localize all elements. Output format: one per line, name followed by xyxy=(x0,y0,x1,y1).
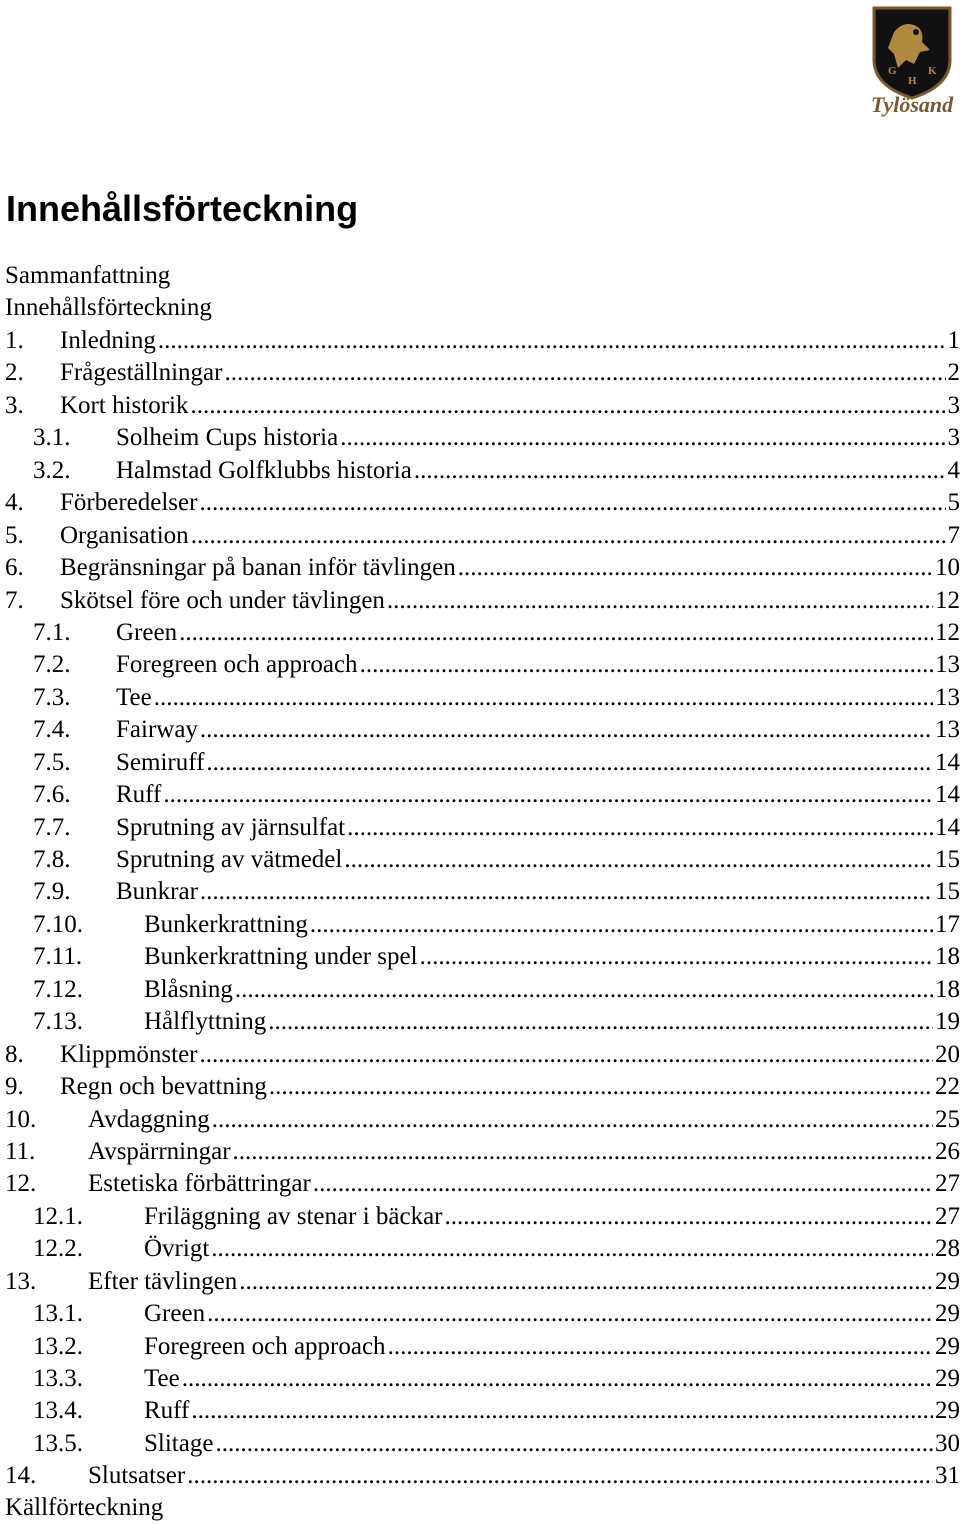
toc-entry-title: Förberedelser xyxy=(60,487,197,519)
dot-leader xyxy=(211,1233,933,1265)
toc-entry-title: Klippmönster xyxy=(60,1039,198,1071)
toc-entry-title: Foregreen och approach xyxy=(144,1331,386,1363)
toc-entry-number: 3.2. xyxy=(33,456,71,484)
toc-entry[interactable] xyxy=(5,714,960,746)
toc-entry-title: Hålflyttning xyxy=(144,1006,266,1038)
toc-entry-title: Estetiska förbättringar xyxy=(88,1168,311,1200)
dot-leader xyxy=(207,1298,933,1330)
toc-entry-line xyxy=(144,1006,960,1038)
toc-entry-page-number: 25 xyxy=(935,1105,960,1133)
toc-entry-page-number: 3 xyxy=(947,391,960,419)
crest-letter-k: K xyxy=(928,65,937,77)
toc-entry[interactable] xyxy=(5,1104,960,1136)
toc-entry-number: 9. xyxy=(5,1073,24,1101)
toc-entry-number: 13.1. xyxy=(33,1300,83,1328)
toc-entry-title: Sprutning av järnsulfat xyxy=(116,812,345,844)
toc-entry-number: 4. xyxy=(5,489,24,517)
toc-entry-number: 7.11. xyxy=(33,943,83,971)
toc-entry-line xyxy=(116,812,960,844)
toc-entry-number: 2. xyxy=(5,359,24,387)
toc-entry[interactable] xyxy=(5,812,960,844)
toc-entry-number: 7.7. xyxy=(33,813,71,841)
toc-entry-number: 7. xyxy=(5,586,24,614)
toc-entry-line xyxy=(60,390,960,422)
toc-entry-title: Bunkerkrattning under spel xyxy=(144,941,418,973)
dot-leader xyxy=(200,714,933,746)
toc-entry[interactable] xyxy=(5,1136,960,1168)
toc-entry-number: 10. xyxy=(5,1105,37,1133)
toc-entry-title: Blåsning xyxy=(144,974,233,1006)
toc-entry-title: Sprutning av vätmedel xyxy=(116,844,342,876)
toc-entry-page-number: 7 xyxy=(947,521,960,549)
dot-leader xyxy=(388,1331,933,1363)
toc-entry-line xyxy=(144,1201,960,1233)
toc-entry-title: Ruff xyxy=(116,779,161,811)
toc-entry-line xyxy=(116,714,960,746)
toc-entry-page-number: 29 xyxy=(935,1332,960,1360)
toc-entry-number: 7.1. xyxy=(33,618,71,646)
toc-entry-number: 13.4. xyxy=(33,1397,83,1425)
toc-entry-title: Solheim Cups historia xyxy=(116,422,338,454)
toc-entry-line xyxy=(60,357,960,389)
toc-entry[interactable] xyxy=(5,1460,960,1492)
dot-leader xyxy=(458,552,933,584)
toc-entry-number: 7.9. xyxy=(33,878,71,906)
toc-entry-number: 11. xyxy=(5,1137,36,1165)
toc-entry[interactable] xyxy=(5,1395,960,1427)
toc-entry[interactable] xyxy=(5,487,960,519)
toc-entry-page-number: 28 xyxy=(935,1235,960,1263)
dot-leader xyxy=(200,1039,934,1071)
toc-entry-number: 3.1. xyxy=(33,424,71,452)
toc-entry-number: 7.12. xyxy=(33,975,83,1003)
dot-leader xyxy=(191,520,946,552)
toc-entry-page-number: 27 xyxy=(935,1202,960,1230)
toc-entry-number: 7.2. xyxy=(33,651,71,679)
toc-entry-contents[interactable]: Innehållsförteckning xyxy=(5,294,212,321)
toc-entry-line xyxy=(88,1460,960,1492)
dot-leader xyxy=(190,390,945,422)
toc-entry-line xyxy=(88,1266,960,1298)
toc-entry[interactable] xyxy=(5,1006,960,1038)
toc-entry-title: Regn och bevattning xyxy=(60,1071,267,1103)
dot-leader xyxy=(239,1266,933,1298)
toc-entry-line xyxy=(60,325,960,357)
toc-entry-page-number: 26 xyxy=(935,1137,960,1165)
toc-entry-number: 12.1. xyxy=(33,1202,83,1230)
toc-entry-page-number: 30 xyxy=(935,1429,960,1457)
toc-entry[interactable] xyxy=(5,1331,960,1363)
toc-entry-line xyxy=(116,422,960,454)
toc-entry-page-number: 14 xyxy=(935,813,960,841)
toc-entry-title: Green xyxy=(144,1298,205,1330)
dot-leader xyxy=(215,1428,933,1460)
toc-entry-number: 6. xyxy=(5,554,24,582)
toc-entry-title: Kort historik xyxy=(60,390,188,422)
toc-entry-page-number: 15 xyxy=(935,878,960,906)
dot-leader xyxy=(212,1104,933,1136)
toc-entry-line xyxy=(144,1428,960,1460)
toc-entry[interactable] xyxy=(5,585,960,617)
dot-leader xyxy=(445,1201,933,1233)
toc-entry[interactable] xyxy=(5,909,960,941)
toc-entry-line xyxy=(116,779,960,811)
toc-entry-number: 7.13. xyxy=(33,1008,83,1036)
toc-entry[interactable] xyxy=(5,1298,960,1330)
toc-entry-line xyxy=(144,1363,960,1395)
toc-entry[interactable] xyxy=(5,1363,960,1395)
toc-entry-title: Organisation xyxy=(60,520,189,552)
toc-entry-page-number: 29 xyxy=(935,1397,960,1425)
toc-entry-number: 12.2. xyxy=(33,1235,83,1263)
dot-leader xyxy=(268,1006,933,1038)
toc-entry-line xyxy=(116,747,960,779)
toc-entry-title: Semiruff xyxy=(116,747,204,779)
toc-entry-number: 8. xyxy=(5,1040,24,1068)
toc-entry[interactable] xyxy=(5,747,960,779)
dot-leader xyxy=(269,1071,933,1103)
dot-leader xyxy=(200,876,933,908)
toc-entry-number: 13.3. xyxy=(33,1365,83,1392)
toc-entry-number: 7.10. xyxy=(33,910,83,938)
toc-entry-page-number: 1 xyxy=(947,327,960,354)
toc-entry[interactable] xyxy=(5,1071,960,1103)
page-title: Innehållsförteckning xyxy=(6,188,359,229)
dot-leader xyxy=(224,357,945,389)
toc-entry-line xyxy=(144,909,960,941)
logo-wordmark: Tylösand xyxy=(870,92,954,117)
toc-entry-title: Slutsatser xyxy=(88,1460,185,1492)
toc-entry-number: 14. xyxy=(5,1462,37,1490)
toc-entry-line xyxy=(116,649,960,681)
dot-leader xyxy=(182,1363,933,1395)
toc-entry-line xyxy=(116,844,960,876)
toc-entry-line xyxy=(60,585,960,617)
toc-entry[interactable] xyxy=(5,1266,960,1298)
toc-entry-title: Foregreen och approach xyxy=(116,649,358,681)
toc-entry-line xyxy=(60,487,960,519)
toc-entry-page-number: 13 xyxy=(935,651,960,679)
toc-entry-page-number: 18 xyxy=(935,943,960,971)
toc-entry-page-number: 10 xyxy=(935,554,960,582)
toc-entry[interactable] xyxy=(5,390,960,422)
toc-entry-number: 13.2. xyxy=(33,1332,83,1360)
toc-entry[interactable] xyxy=(5,844,960,876)
toc-entry-number: 5. xyxy=(5,521,24,549)
dot-leader xyxy=(179,617,933,649)
dot-leader xyxy=(187,1460,933,1492)
toc-entry-page-number: 27 xyxy=(935,1170,960,1198)
toc-entry-page-number: 5 xyxy=(947,489,960,517)
toc-entry-page-number: 29 xyxy=(935,1267,960,1295)
toc-entry-number: 7.8. xyxy=(33,846,71,873)
toc-entry[interactable] xyxy=(5,1201,960,1233)
dot-leader xyxy=(158,325,946,357)
toc-entry-line xyxy=(88,1168,960,1200)
toc-entry-title: Tee xyxy=(144,1363,180,1395)
dot-leader xyxy=(340,422,945,454)
toc-entry-page-number: 13 xyxy=(935,716,960,744)
toc-entry-line xyxy=(116,876,960,908)
dot-leader xyxy=(420,941,933,973)
toc-entry-line xyxy=(144,941,960,973)
toc-entry-title: Friläggning av stenar i bäckar xyxy=(144,1201,443,1233)
dot-leader xyxy=(347,812,933,844)
toc-entry-page-number: 3 xyxy=(947,424,960,452)
dot-leader xyxy=(387,585,933,617)
toc-entry-line xyxy=(116,455,960,487)
toc-entry-page-number: 4 xyxy=(947,456,960,484)
toc-entry-number: 7.4. xyxy=(33,716,71,744)
toc-entry-number: 13.5. xyxy=(33,1429,83,1457)
toc-entry-number: 7.3. xyxy=(33,683,71,711)
toc-entry-title: Tee xyxy=(116,682,152,714)
crest-letter-g: G xyxy=(888,65,897,77)
toc-entry-line xyxy=(116,617,960,649)
toc-entry[interactable] xyxy=(5,1168,960,1200)
toc-entry-title: Begränsningar på banan inför tävlingen xyxy=(60,552,456,584)
toc-entry-line xyxy=(60,1039,960,1071)
toc-entry[interactable] xyxy=(5,779,960,811)
dot-leader xyxy=(235,974,933,1006)
toc-entry[interactable] xyxy=(5,357,960,389)
toc-entry-line xyxy=(144,1233,960,1265)
dot-leader xyxy=(233,1136,933,1168)
dot-leader xyxy=(344,844,933,876)
toc-entry-line xyxy=(144,1331,960,1363)
toc-entry[interactable] xyxy=(5,422,960,454)
toc-entry-page-number: 14 xyxy=(935,781,960,809)
toc-entry-page-number: 19 xyxy=(935,1008,960,1036)
toc-entry-summary[interactable]: Sammanfattning xyxy=(5,262,171,289)
toc-entry-title: Bunkrar xyxy=(116,876,198,908)
toc-entry[interactable] xyxy=(5,1428,960,1460)
dot-leader xyxy=(414,455,946,487)
toc-entry-title: Inledning xyxy=(60,325,156,357)
toc-entry[interactable] xyxy=(5,325,960,357)
dot-leader xyxy=(199,487,945,519)
dot-leader xyxy=(163,779,933,811)
toc-entry-page-number: 12 xyxy=(935,586,960,614)
toc-entry-title: Avdaggning xyxy=(88,1104,210,1136)
toc-entry[interactable] xyxy=(5,1233,960,1265)
table-of-contents xyxy=(5,325,960,1493)
toc-entry-title: Slitage xyxy=(144,1428,213,1460)
dot-leader xyxy=(191,1395,933,1427)
toc-entry-title: Frågeställningar xyxy=(60,357,222,389)
toc-entry-number: 7.6. xyxy=(33,781,71,809)
toc-entry-number: 12. xyxy=(5,1170,37,1198)
toc-entry-page-number: 17 xyxy=(935,910,960,938)
toc-entry-number: 13. xyxy=(5,1267,37,1295)
dot-leader xyxy=(206,747,933,779)
crest-letter-h: H xyxy=(908,75,917,87)
toc-entry-page-number: 22 xyxy=(935,1073,960,1101)
toc-entry-title: Ruff xyxy=(144,1395,189,1427)
toc-entry-line xyxy=(88,1136,960,1168)
toc-entry-title: Efter tävlingen xyxy=(88,1266,237,1298)
toc-entry-title: Avspärrningar xyxy=(88,1136,231,1168)
toc-entry-page-number: 20 xyxy=(935,1040,960,1068)
toc-entry-line xyxy=(88,1104,960,1136)
toc-entry-line xyxy=(144,1298,960,1330)
toc-entry-line xyxy=(60,1071,960,1103)
dot-leader xyxy=(154,682,933,714)
toc-entry-number: 7.5. xyxy=(33,748,71,776)
toc-entry-line xyxy=(144,1395,960,1427)
toc-entry-page-number: 29 xyxy=(935,1300,960,1328)
toc-entry-title: Skötsel före och under tävlingen xyxy=(60,585,385,617)
toc-entry-title: Halmstad Golfklubbs historia xyxy=(116,455,412,487)
dot-leader xyxy=(360,649,933,681)
toc-entry[interactable] xyxy=(5,520,960,552)
dot-leader xyxy=(313,1168,933,1200)
toc-entry-page-number: 2 xyxy=(947,359,960,387)
toc-entry[interactable] xyxy=(5,974,960,1006)
toc-entry[interactable] xyxy=(5,1039,960,1071)
toc-entry-number: 3. xyxy=(5,391,24,419)
toc-entry-page-number: 12 xyxy=(935,618,960,646)
toc-entry[interactable] xyxy=(5,941,960,973)
dot-leader xyxy=(310,909,933,941)
toc-entry-line xyxy=(144,974,960,1006)
toc-entry[interactable] xyxy=(5,649,960,681)
toc-entry-number: 1. xyxy=(5,327,24,354)
toc-entry-line xyxy=(116,682,960,714)
toc-entry-page-number: 31 xyxy=(935,1462,960,1490)
toc-entry-references[interactable]: Källförteckning xyxy=(5,1494,164,1521)
toc-entry[interactable] xyxy=(5,617,960,649)
toc-entry[interactable] xyxy=(5,455,960,487)
toc-entry-page-number: 15 xyxy=(935,846,960,873)
toc-entry[interactable] xyxy=(5,876,960,908)
toc-entry-page-number: 13 xyxy=(935,683,960,711)
toc-entry-title: Fairway xyxy=(116,714,198,746)
toc-entry-page-number: 14 xyxy=(935,748,960,776)
toc-entry[interactable] xyxy=(5,552,960,584)
toc-entry-title: Bunkerkrattning xyxy=(144,909,308,941)
toc-entry-title: Green xyxy=(116,617,177,649)
toc-entry-line xyxy=(60,552,960,584)
toc-entry-title: Övrigt xyxy=(144,1233,209,1265)
toc-entry-line xyxy=(60,520,960,552)
toc-entry[interactable] xyxy=(5,682,960,714)
toc-entry-page-number: 29 xyxy=(935,1365,960,1392)
toc-entry-page-number: 18 xyxy=(935,975,960,1003)
